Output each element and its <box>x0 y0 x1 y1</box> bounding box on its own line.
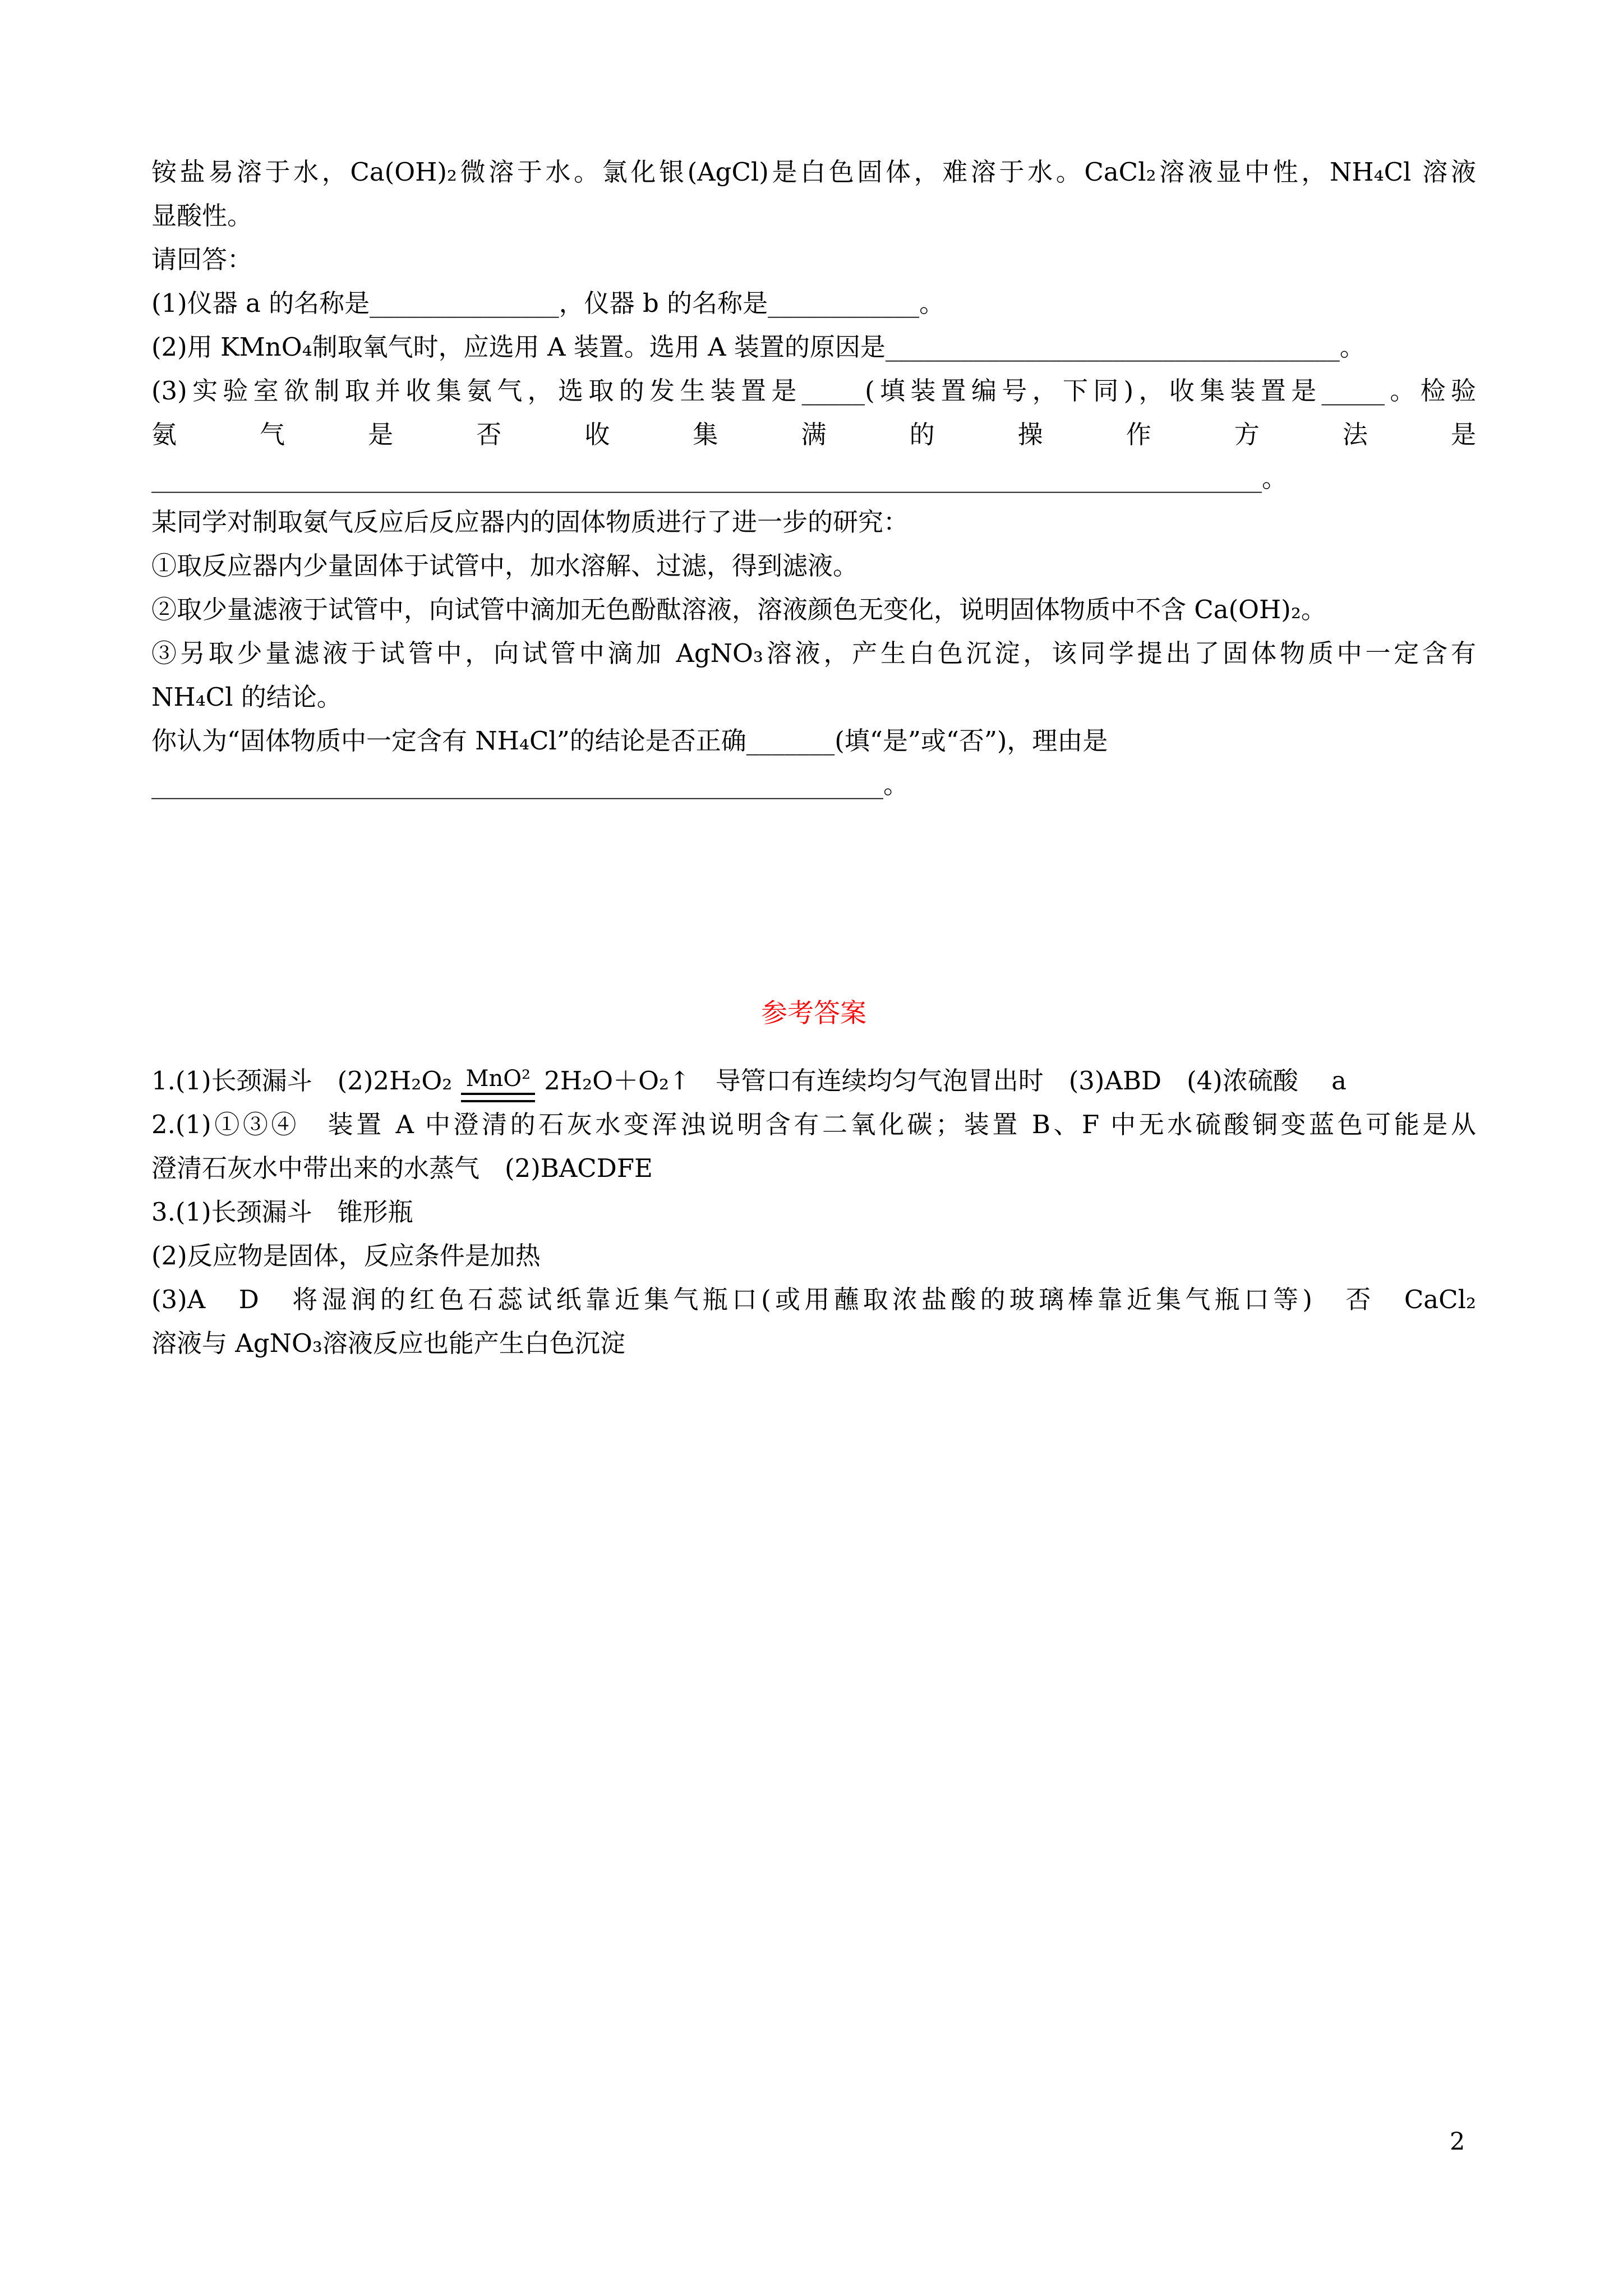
question-3-blank-line: ________________________________________________________________________________________。 <box>151 463 1288 493</box>
conclusion-question-line: 你认为“固体物质中一定含有 NH₄Cl”的结论是否正确_______(填“是”或“否”)，理由是 <box>151 726 1108 756</box>
answer-3-part-3: (3)A D 将湿润的红色石蕊试纸靠近集气瓶口(或用蘸取浓盐酸的玻璃棒靠近集气瓶口等) 否 CaCl₂ <box>151 1285 1476 1314</box>
answer-1-prefix: 1.(1)长颈漏斗 (2)2H₂O₂ <box>151 1066 453 1096</box>
research-intro-line: 某同学对制取氨气反应后反应器内的固体物质进行了进一步的研究： <box>151 507 909 537</box>
research-step-1: ①取反应器内少量固体于试管中，加水溶解、过滤，得到滤液。 <box>151 551 859 581</box>
question-intro-line: 铵盐易溶于水，Ca(OH)₂微溶于水。氯化银(AgCl)是白色固体，难溶于水。CaCl₂溶液显中性，NH₄Cl 溶液 <box>151 157 1476 187</box>
page-number: 2 <box>1450 2128 1465 2156</box>
answer-3-part-3-cont: 溶液与 AgNO₃溶液反应也能产生白色沉淀 <box>151 1328 625 1358</box>
answer-2-line-1: 2.(1)①③④ 装置 A 中澄清的石灰水变浑浊说明含有二氧化碳；装置 B、F 中无水硫酸铜变蓝色可能是从 <box>151 1110 1476 1139</box>
reference-answers-title: 参考答案 <box>761 998 866 1029</box>
blank-gap <box>151 807 1476 992</box>
research-step-3-cont: NH₄Cl 的结论。 <box>151 682 342 712</box>
question-prompt: 请回答： <box>151 245 253 274</box>
equation-double-line <box>461 1093 535 1102</box>
question-3-justified-line: 氨气是否收集满的操作方法是 <box>151 420 1476 449</box>
research-step-3: ③另取少量滤液于试管中，向试管中滴加 AgNO₃溶液，产生白色沉淀，该同学提出了固体物质中一定含有 <box>151 638 1476 668</box>
answer-1-line <box>151 1036 1476 1103</box>
catalyst-label: MnO² <box>465 1066 531 1092</box>
answer-1-suffix: 导管口有连续均匀气泡冒出时 (3)ABD (4)浓硫酸 a <box>690 1066 1347 1096</box>
answer-1-equation-rhs: 2H₂O＋O₂↑ <box>544 1066 690 1096</box>
research-step-2: ②取少量滤液于试管中，向试管中滴加无色酚酞溶液，溶液颜色无变化，说明固体物质中不含 Ca(OH)₂。 <box>151 595 1326 624</box>
question-3-blanks: (3)实验室欲制取并收集氨气，选取的发生装置是_____(填装置编号，下同)，收集装置是_____。检验 <box>151 376 1476 406</box>
question-2-blanks: (2)用 KMnO₄制取氧气时，应选用 A 装置。选用 A 装置的原因是____________________________________。 <box>151 332 1365 362</box>
equation-catalyst-over-equals <box>461 1067 535 1102</box>
answer-2-line-2: 澄清石灰水中带出来的水蒸气 (2)BACDFE <box>151 1153 653 1183</box>
question-intro-line-2: 显酸性。 <box>151 201 253 231</box>
conclusion-blank-line: __________________________________________________________。 <box>151 770 909 799</box>
question-1-blanks: (1)仪器 a 的名称是_______________，仪器 b 的名称是____________。 <box>151 288 945 318</box>
answer-3-part-1: 3.(1)长颈漏斗 锥形瓶 <box>151 1197 413 1227</box>
answer-3-part-2: (2)反应物是固体，反应条件是加热 <box>151 1241 541 1271</box>
